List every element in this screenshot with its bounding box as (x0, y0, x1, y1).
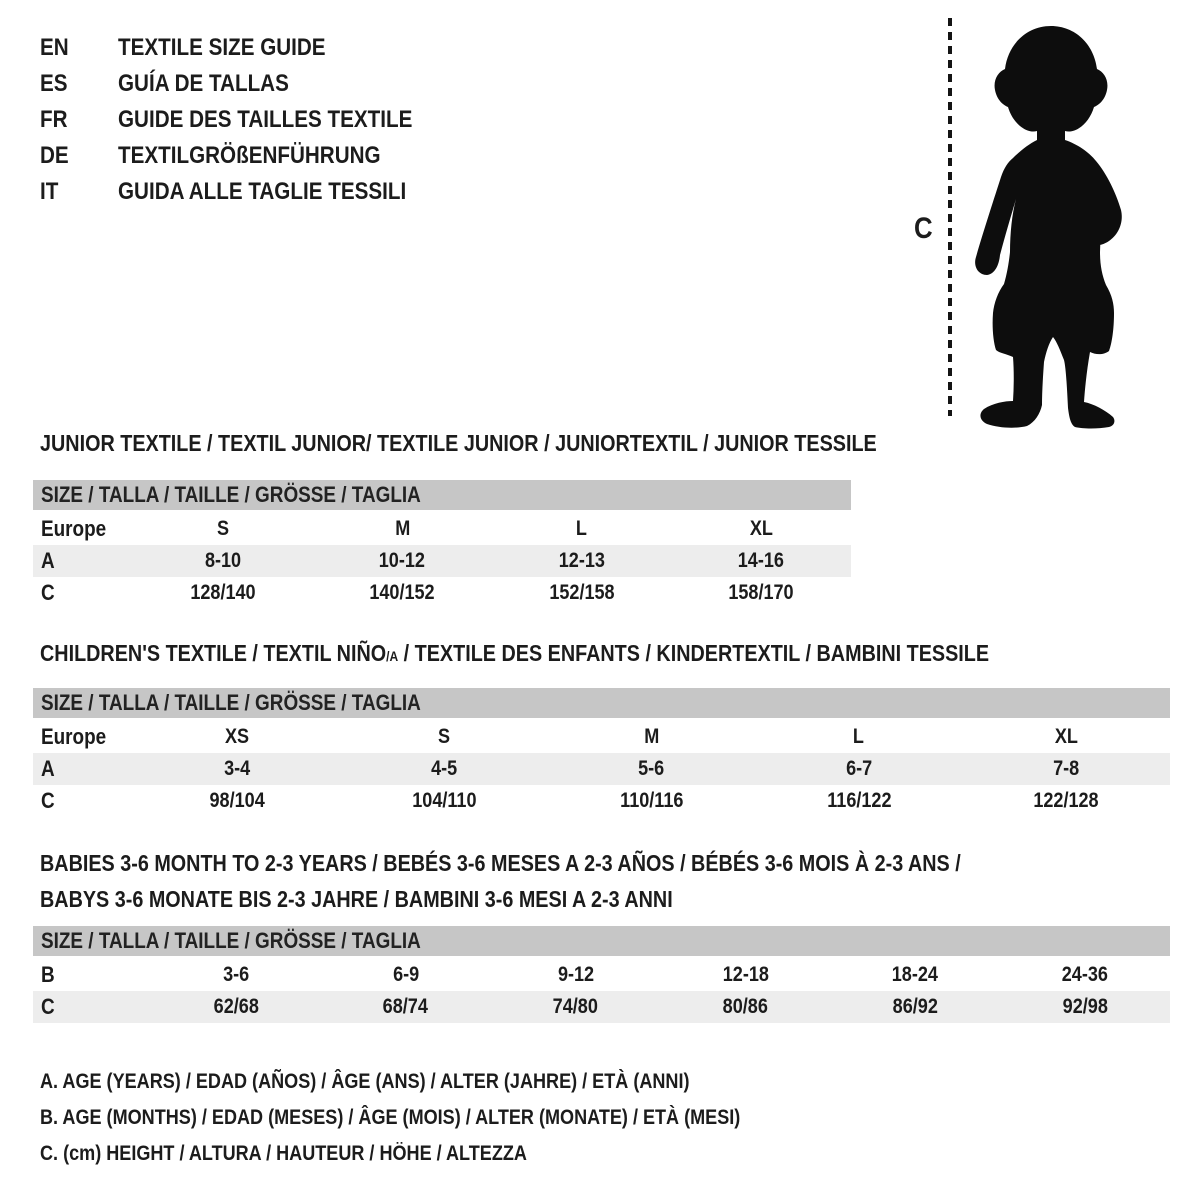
row-label: A (41, 756, 55, 781)
size-cell: 74/80 (552, 995, 599, 1018)
table-header-bar (33, 926, 1170, 956)
size-cell: 122/128 (1033, 789, 1099, 812)
size-cell: 3-6 (222, 963, 249, 986)
size-cell: 12-18 (722, 963, 769, 986)
row-label: C (41, 994, 55, 1019)
language-code: DE (40, 142, 69, 169)
size-cell: 6-9 (392, 963, 419, 986)
babies-section-title (40, 845, 1111, 917)
language-list (40, 30, 460, 210)
babies-size-table (33, 926, 1170, 1023)
row-label: Europe (41, 516, 107, 541)
size-cell: 68/74 (383, 995, 429, 1018)
legend-line-b (40, 1100, 854, 1136)
row-label: Europe (41, 724, 107, 749)
babies-title-line2: BABYS 3-6 MONATE BIS 2-3 JAHRE / BAMBINI 3-6 MESI A 2-3 ANNI (40, 886, 673, 912)
size-cell: 12-13 (558, 549, 605, 572)
size-cell: XS (224, 725, 249, 748)
language-title: GUÍA DE TALLAS (118, 70, 289, 97)
table-row (33, 753, 1170, 785)
legend-text: B. AGE (MONTHS) / EDAD (MESES) / ÂGE (MOIS) / ALTER (MONATE) / ETÀ (MESI) (40, 1106, 741, 1129)
size-cell: 128/140 (190, 581, 256, 604)
baby-silhouette (963, 12, 1143, 432)
row-label: C (41, 580, 55, 605)
size-cell: S (438, 725, 451, 748)
legend-text: A. AGE (YEARS) / EDAD (AÑOS) / ÂGE (ANS) / ALTER (JAHRE) / ETÀ (ANNI) (40, 1070, 690, 1093)
size-cell: 92/98 (1062, 995, 1108, 1018)
size-cell: 5-6 (638, 757, 665, 780)
size-cell: 62/68 (213, 995, 259, 1018)
size-cell: 110/116 (619, 789, 684, 812)
legend-line-a (40, 1064, 854, 1100)
language-row-fr (40, 102, 460, 138)
table-header-bar (33, 480, 851, 510)
language-code: ES (40, 70, 68, 97)
legend-text: C. (cm) HEIGHT / ALTURA / HAUTEUR / HÖHE / ALTEZZA (40, 1142, 527, 1165)
language-row-es (40, 66, 460, 102)
size-cell: M (643, 725, 660, 748)
language-row-de (40, 138, 460, 174)
size-cell: 3-4 (223, 757, 250, 780)
size-cell: 86/92 (892, 995, 938, 1018)
legend-line-c (40, 1136, 854, 1172)
junior-section-title (40, 430, 1013, 456)
size-cell: L (576, 517, 588, 540)
table-row (33, 545, 851, 577)
size-cell: XL (1054, 725, 1078, 748)
language-title: GUIDE DES TAILLES TEXTILE (118, 106, 413, 133)
row-label: C (41, 788, 55, 813)
children-title-pre: CHILDREN'S TEXTILE / TEXTIL NIÑO (40, 640, 387, 666)
table-header-label: SIZE / TALLA / TAILLE / GRÖSSE / TAGLIA (41, 928, 421, 953)
table-header-bar (33, 688, 1170, 718)
language-row-en (40, 30, 460, 66)
table-row (33, 785, 1170, 817)
size-cell: 7-8 (1053, 757, 1080, 780)
language-row-it (40, 174, 460, 210)
size-cell: 10-12 (379, 549, 426, 572)
children-title-sub: /A (386, 648, 399, 664)
children-title-post: / TEXTILE DES ENFANTS / KINDERTEXTIL / BAMBINI TESSILE (398, 640, 990, 666)
size-cell: XL (749, 517, 773, 540)
size-cell: 14-16 (738, 549, 785, 572)
size-cell: 9-12 (557, 963, 594, 986)
size-cell: 104/110 (411, 789, 477, 812)
size-cell: 98/104 (209, 789, 265, 812)
size-cell: 24-36 (1061, 963, 1109, 986)
table-row (33, 959, 1170, 991)
size-cell: 152/158 (549, 581, 615, 604)
size-cell: M (394, 517, 410, 540)
children-size-table (33, 688, 1170, 817)
junior-size-table (33, 480, 851, 609)
size-cell: 8-10 (204, 549, 241, 572)
language-title: GUIDA ALLE TAGLIE TESSILI (118, 178, 407, 205)
language-title: TEXTILGRÖßENFÜHRUNG (118, 142, 381, 169)
table-row (33, 721, 1170, 753)
table-row (33, 577, 851, 609)
language-code: FR (40, 106, 68, 133)
height-measure-line (948, 18, 952, 416)
row-label: B (41, 962, 55, 987)
table-row (33, 991, 1170, 1023)
language-code: IT (40, 178, 59, 205)
language-code: EN (40, 34, 69, 61)
size-cell: 4-5 (431, 757, 458, 780)
size-cell: 80/86 (722, 995, 769, 1018)
size-cell: S (216, 517, 229, 540)
row-label: A (41, 548, 55, 573)
table-header-label: SIZE / TALLA / TAILLE / GRÖSSE / TAGLIA (41, 690, 421, 715)
size-cell: 158/170 (728, 581, 794, 604)
table-header-label: SIZE / TALLA / TAILLE / GRÖSSE / TAGLIA (41, 482, 421, 507)
babies-title-line1: BABIES 3-6 MONTH TO 2-3 YEARS / BEBÉS 3-6 MESES A 2-3 AÑOS / BÉBÉS 3-6 MOIS À 2-3 ANS / (40, 850, 961, 876)
size-cell: 140/152 (369, 581, 435, 604)
size-cell: 116/122 (826, 789, 892, 812)
legend (40, 1064, 854, 1172)
junior-section-title-text: JUNIOR TEXTILE / TEXTIL JUNIOR/ TEXTILE JUNIOR / JUNIORTEXTIL / JUNIOR TESSILE (40, 430, 877, 456)
table-row (33, 513, 851, 545)
size-cell: L (853, 725, 865, 748)
children-section-title (40, 640, 1144, 669)
language-title: TEXTILE SIZE GUIDE (118, 34, 326, 61)
size-cell: 6-7 (845, 757, 872, 780)
size-cell: 18-24 (892, 963, 939, 986)
height-label: C (914, 212, 933, 245)
